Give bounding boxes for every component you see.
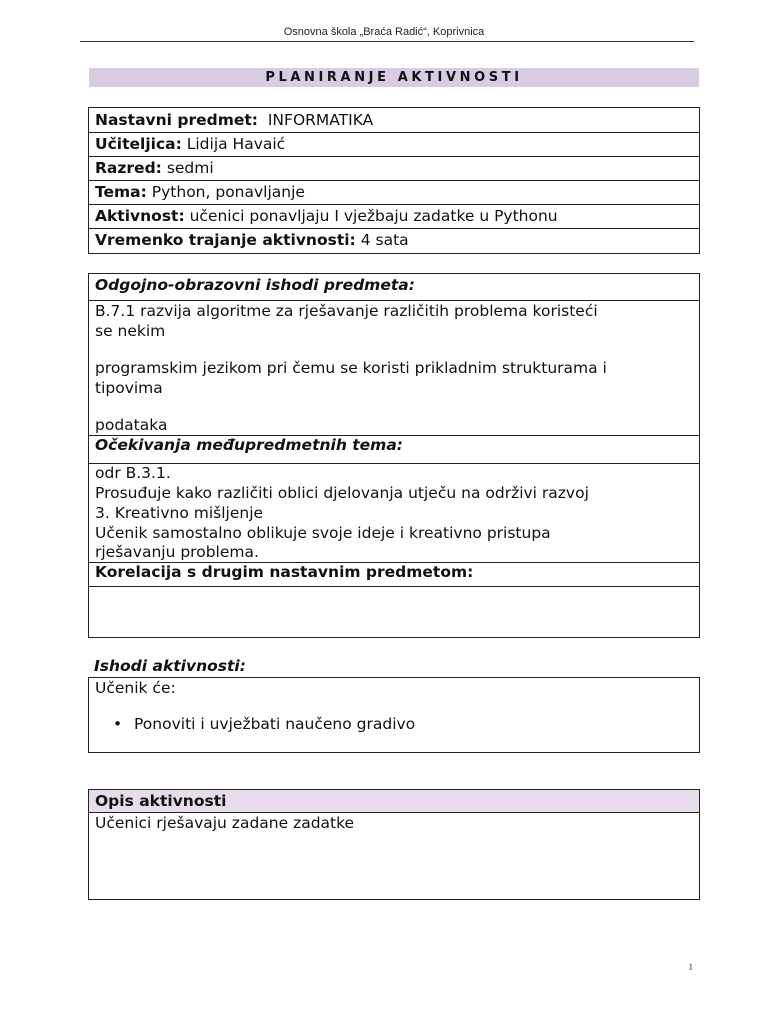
predmet-label: Nastavni predmet: — [95, 111, 258, 129]
description-heading: Opis aktivnosti — [95, 792, 227, 810]
description-table — [88, 789, 700, 900]
description-heading-cell — [89, 790, 699, 813]
aktivnost-label: Aktivnost: — [95, 207, 185, 225]
outcome-line: se nekim — [95, 322, 166, 340]
outcome-line: podataka — [95, 416, 168, 434]
activity-outcomes-heading: Ishodi aktivnosti: — [94, 657, 246, 675]
activity-outcomes-box — [88, 677, 700, 753]
description-text: Učenici rješavaju zadane zadatke — [95, 814, 355, 832]
uciteljica-label: Učiteljica: — [95, 135, 182, 153]
row-tema — [89, 181, 699, 205]
outcome-line: programskim jezikom pri čemu se koristi prikladnim strukturama i — [95, 359, 607, 377]
row-aktivnost — [89, 205, 699, 229]
school-header: Osnovna škola „Braća Radić“, Koprivnica — [283, 26, 485, 38]
predmet-value: INFORMATIKA — [267, 111, 374, 129]
list-item: • Ponoviti i uvježbati naučeno gradivo — [89, 714, 693, 734]
crosscurricular-line: rješavanju problema. — [95, 543, 259, 561]
trajanje-value: 4 sata — [360, 231, 409, 249]
page-number: 1 — [688, 962, 693, 972]
outcome-line: B.7.1 razvija algoritme za rješavanje različitih problema koristeći — [95, 302, 598, 320]
crosscurricular-heading: Očekivanja međupredmetnih tema: — [95, 436, 403, 454]
uciteljica-value: Lidija Havaić — [186, 135, 286, 153]
row-trajanje — [89, 229, 699, 253]
header-divider — [80, 41, 694, 42]
activity-outcomes-list — [89, 714, 693, 734]
tema-value: Python, ponavljanje — [151, 183, 305, 201]
activity-outcomes-intro: Učenik će: — [95, 679, 176, 697]
row-razred — [89, 157, 699, 181]
crosscurricular-line: 3. Kreativno mišljenje — [95, 504, 264, 522]
trajanje-label: Vremenko trajanje aktivnosti: — [95, 231, 356, 249]
outcomes-heading: Odgojno-obrazovni ishodi predmeta: — [95, 276, 415, 294]
row-predmet — [89, 108, 699, 133]
page-title: PLANIRANJE AKTIVNOSTI — [265, 70, 523, 85]
crosscurricular-line: Prosuđuje kako različiti oblici djelovanja utječu na održivi razvoj — [95, 484, 589, 502]
crosscurricular-line: Učenik samostalno oblikuje svoje ideje i kreativno pristupa — [95, 524, 551, 542]
correlation-heading: Korelacija s drugim nastavnim predmetom: — [95, 563, 474, 581]
aktivnost-value: učenici ponavljaju I vježbaju zadatke u Pythonu — [189, 207, 558, 225]
razred-label: Razred: — [95, 159, 162, 177]
outcome-line: tipovima — [95, 379, 163, 397]
title-banner — [89, 68, 699, 87]
crosscurricular-line: odr B.3.1. — [95, 464, 171, 482]
tema-label: Tema: — [95, 183, 147, 201]
divider — [89, 586, 699, 587]
info-table — [88, 107, 700, 254]
razred-value: sedmi — [166, 159, 214, 177]
outcomes-table — [88, 273, 700, 638]
row-uciteljica — [89, 133, 699, 157]
